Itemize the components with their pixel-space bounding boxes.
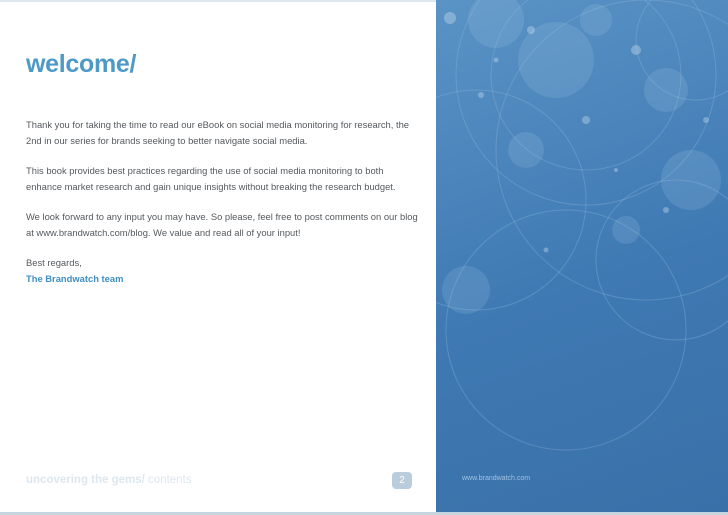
page-number-badge: 2 [392, 472, 412, 489]
body-text [26, 117, 421, 287]
decorative-panel [436, 0, 728, 512]
section-name: uncovering the gems/ [26, 474, 145, 486]
signature: The Brandwatch team [26, 273, 124, 284]
contents-link[interactable]: contents [144, 474, 192, 486]
top-divider [0, 0, 436, 2]
paragraph-intro: Thank you for taking the time to read our eBook on social media monitoring for research, the 2nd in our series for brands seeking to better navigate social media. [26, 119, 410, 146]
bubble-pattern-graphic [436, 0, 728, 512]
sign-off [26, 255, 421, 287]
paragraph-feedback: We look forward to any input you may have. So please, feel free to post comments on our blog at www.brandwatch.com/blog. We value and read all of your input! [26, 211, 418, 238]
paragraph-purpose: This book provides best practices regarding the use of social media monitoring to both enhance market research and gain unique insights without breaking the research budget. [26, 165, 396, 192]
section-footer [26, 474, 192, 486]
closing-line: Best regards, [26, 257, 82, 268]
page-title: welcome/ [26, 50, 137, 78]
website-link[interactable]: www.brandwatch.com [462, 475, 531, 482]
